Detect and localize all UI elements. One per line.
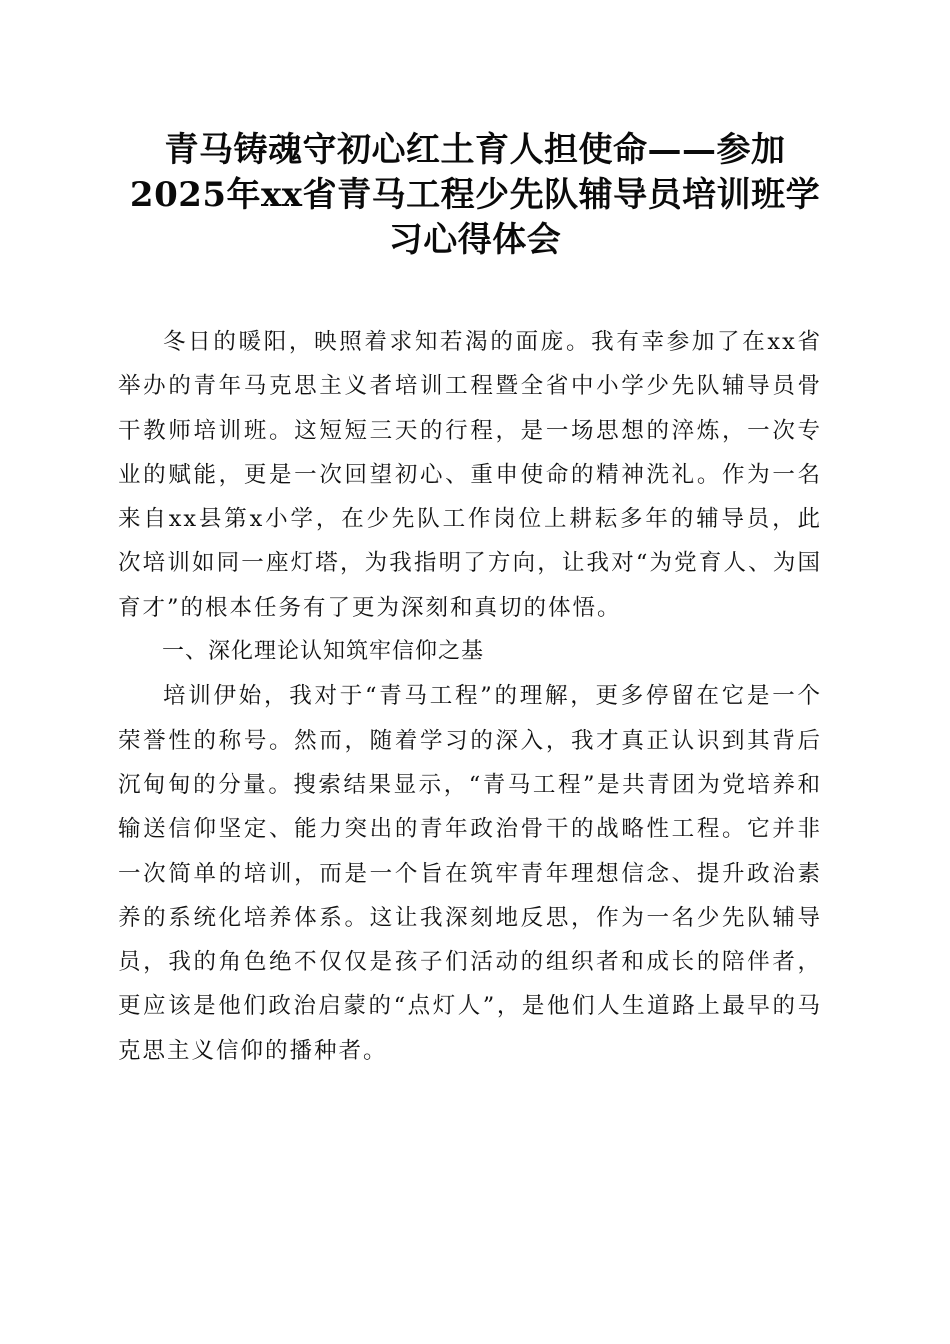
section-paragraph: 培训伊始，我对于“青马工程”的理解，更多停留在它是一个荣誉性的称号。然而，随着学习的深入，我才真正认识到其背后沉甸甸的分量。搜索结果显示，“青马工程”是共青团为党培养和输送信仰坚定、能力突出的青年政治骨干的战略性工程。它并非一次简单的培训，而是一个旨在筑牢青年理想信念、提升政治素养的系统化培养体系。这让我深刻地反思，作为一名少先队辅导员，我的角色绝不仅仅是孩子们活动的组织者和成长的陪伴者，更应该是他们政治启蒙的“点灯人”，是他们人生道路上最早的马克思主义信仰的播种者。 xyxy=(118,683,822,1064)
title-line-1: 青马铸魂守初心红土育人担使命——参加 xyxy=(164,130,786,170)
intro-paragraph: 冬日的暖阳，映照着求知若渴的面庞。我有幸参加了在xx省举办的青年马克思主义者培训工程暨全省中小学少先队辅导员骨干教师培训班。这短短三天的行程，是一场思想的淬炼，一次专业的赋能，更是一次回望初心、重申使命的精神洗礼。作为一名来自xx县第x小学，在少先队工作岗位上耕耘多年的辅导员，此次培训如同一座灯塔，为我指明了方向，让我对“为党育人、为国育才”的根本任务有了更为深刻和真切的体悟。 xyxy=(118,329,822,621)
title-line-3: 习心得体会 xyxy=(388,220,562,260)
document-body xyxy=(118,320,822,1073)
title-line-2: 2025年xx省青马工程少先队辅导员培训班学 xyxy=(129,175,821,215)
section-heading: 一、深化理论认知筑牢信仰之基 xyxy=(162,639,485,665)
document-title xyxy=(118,128,832,263)
